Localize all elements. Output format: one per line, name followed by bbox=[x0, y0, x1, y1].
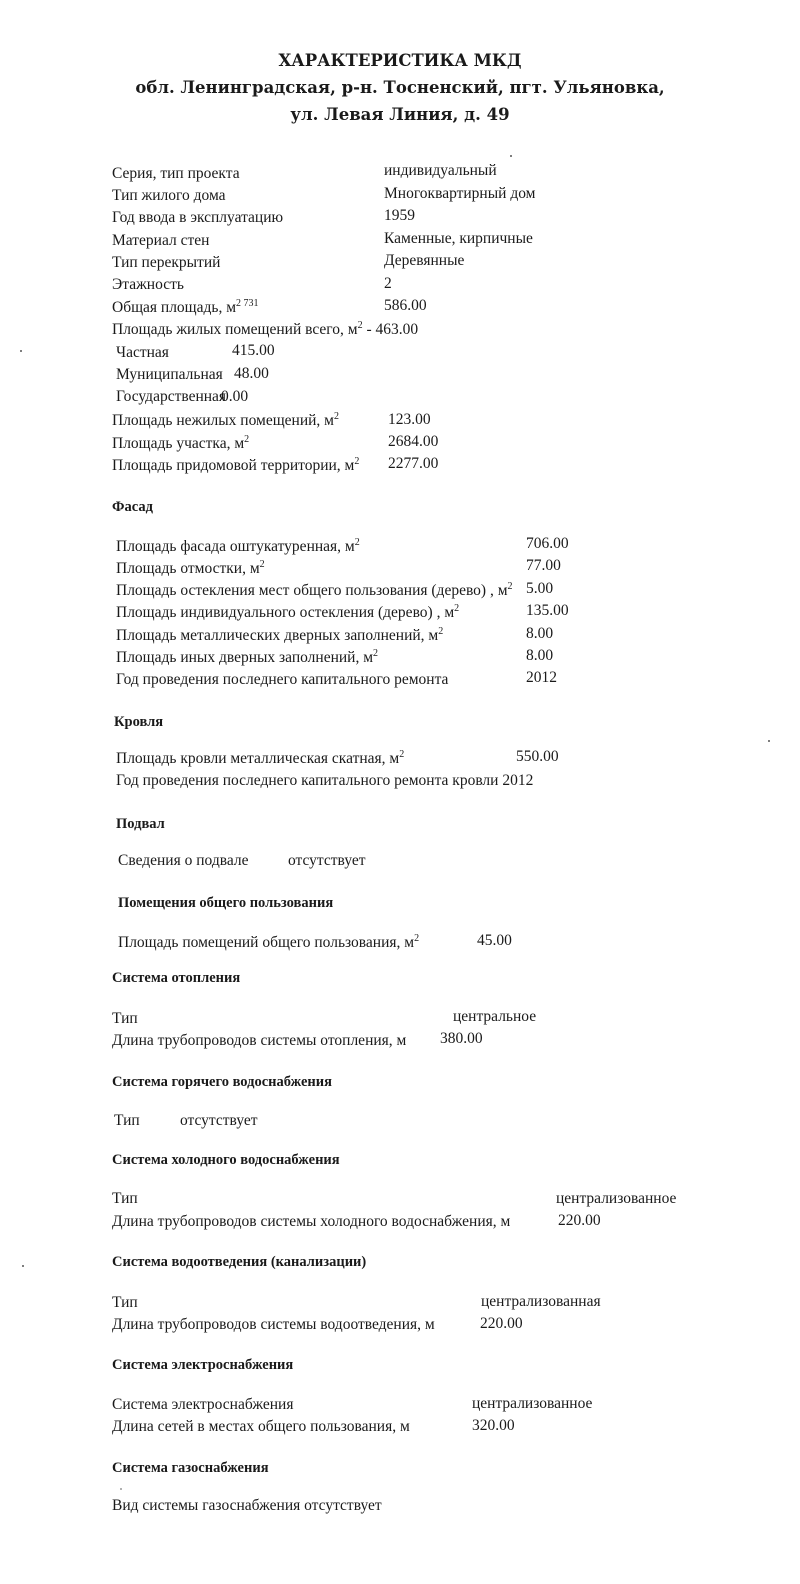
label-roof-area: Площадь кровли металлическая скатная, $м^2$ bbox=[116, 748, 405, 767]
label-municipal: Муниципальная bbox=[116, 366, 223, 383]
label-living-area: Площадь жилых помещений всего, м bbox=[112, 321, 358, 338]
label-hot-water-type: Тип bbox=[114, 1112, 140, 1129]
value-living-area: - 463.00 bbox=[362, 321, 419, 338]
heading-common-premises: Помещения общего пользования bbox=[118, 895, 334, 911]
scan-speck bbox=[768, 740, 770, 742]
value-roof-area: 550.00 bbox=[516, 748, 559, 765]
label-storeys: Этажность bbox=[112, 276, 184, 293]
label-common-premises-area: Площадь помещений общего пользования, $м^2$ bbox=[118, 932, 420, 951]
value-sewage-pipe-length: 220.00 bbox=[480, 1315, 523, 1332]
value-electric-network-length: 320.00 bbox=[472, 1417, 515, 1434]
value-nonresidential-area: 123.00 bbox=[388, 411, 431, 428]
label-individual-glazing: Площадь индивидуального остекления (дерево) , $м^2$ bbox=[116, 602, 460, 621]
value-wall-material: Каменные, кирпичные bbox=[384, 230, 533, 247]
heading-hot-water: Система горячего водоснабжения bbox=[112, 1074, 332, 1090]
heading-heating: Система отопления bbox=[112, 970, 241, 986]
label-plot-area: Площадь участка, $м^2$ bbox=[112, 433, 250, 452]
label-electric-network-length: Длина сетей в местах общего пользования, м bbox=[112, 1418, 410, 1435]
label-facade-plaster-area: Площадь фасада оштукатуренная, $м^2$ bbox=[116, 536, 360, 555]
label-house-type: Тип жилого дома bbox=[112, 187, 226, 204]
value-heating-pipe-length: 380.00 bbox=[440, 1030, 483, 1047]
value-blind-area: 77.00 bbox=[526, 557, 561, 574]
label-gas-system: Вид системы газоснабжения bbox=[112, 1497, 301, 1514]
value-common-glazing: 5.00 bbox=[526, 580, 554, 597]
address-line-2: ул. Левая Линия, д. 49 bbox=[290, 105, 510, 124]
value-gas-system: отсутствует bbox=[304, 1497, 382, 1514]
heading-electric: Система электроснабжения bbox=[112, 1357, 294, 1373]
label-blind-area: Площадь отмостки, $м^2$ bbox=[116, 558, 265, 577]
heading-roof: Кровля bbox=[114, 714, 164, 730]
label-private: Частная bbox=[116, 344, 169, 361]
value-basement-info: отсутствует bbox=[288, 852, 366, 869]
value-other-doors: 8.00 bbox=[526, 647, 554, 664]
value-house-type: Многоквартирный дом bbox=[384, 185, 536, 202]
label-sewage-pipe-length: Длина трубопроводов системы водоотведения, м bbox=[112, 1316, 435, 1333]
doc-title: ХАРАКТЕРИСТИКА МКД bbox=[278, 51, 522, 70]
value-project-series: индивидуальный bbox=[384, 162, 497, 179]
heading-basement: Подвал bbox=[116, 816, 165, 832]
scan-speck bbox=[510, 155, 512, 157]
label-common-glazing: Площадь остекления мест общего пользования (дерево) , $м^2$ bbox=[116, 580, 513, 599]
value-sewage-type: централизованная bbox=[481, 1293, 601, 1310]
label-heating-pipe-length: Длина трубопроводов системы отопления, м bbox=[112, 1032, 407, 1049]
value-private: 415.00 bbox=[232, 342, 275, 359]
label-other-doors: Площадь иных дверных заполнений, $м^2$ bbox=[116, 647, 379, 666]
value-individual-glazing: 135.00 bbox=[526, 602, 569, 619]
label-electric-system: Система электроснабжения bbox=[112, 1396, 294, 1413]
label-adjacent-area: Площадь придомовой территории, $м^2$ bbox=[112, 455, 360, 474]
value-electric-system: централизованное bbox=[472, 1395, 593, 1412]
scan-speck bbox=[120, 1488, 122, 1490]
scan-speck bbox=[20, 350, 22, 352]
value-metal-doors: 8.00 bbox=[526, 625, 554, 642]
heading-facade: Фасад bbox=[112, 499, 153, 515]
label-basement-info: Сведения о подвале bbox=[118, 852, 249, 869]
label-cold-water-type: Тип bbox=[112, 1190, 138, 1207]
label-facade-repair-year: Год проведения последнего капитального ремонта bbox=[116, 671, 449, 688]
heading-cold-water: Система холодного водоснабжения bbox=[112, 1152, 340, 1168]
address-line-1: обл. Ленинградская, р-н. Тосненский, пгт. Ульяновка, bbox=[135, 78, 665, 97]
label-year-built: Год ввода в эксплуатацию bbox=[112, 209, 284, 226]
value-common-premises-area: 45.00 bbox=[477, 932, 512, 949]
value-hot-water-type: отсутствует bbox=[180, 1112, 258, 1129]
label-floor-type: Тип перекрытий bbox=[112, 254, 221, 271]
value-cold-water-type: централизованное bbox=[556, 1190, 677, 1207]
value-municipal: 48.00 bbox=[234, 365, 269, 382]
label-wall-material: Материал стен bbox=[112, 232, 210, 249]
value-year-built: 1959 bbox=[384, 207, 415, 224]
value-facade-repair-year: 2012 bbox=[526, 669, 557, 686]
value-total-area: 586.00 bbox=[384, 297, 427, 314]
label-state: Государственная bbox=[116, 388, 227, 405]
heading-gas: Система газоснабжения bbox=[112, 1460, 269, 1476]
heading-sewage: Система водоотведения (канализации) bbox=[112, 1254, 367, 1270]
value-adjacent-area: 2277.00 bbox=[388, 455, 439, 472]
label-roof-repair-year: Год проведения последнего капитального ремонта кровли bbox=[116, 772, 499, 789]
label-heating-type: Тип bbox=[112, 1010, 138, 1027]
row-living-area: Площадь жилых помещений всего, $м^2 - 463.00$ bbox=[112, 319, 419, 338]
label-metal-doors: Площадь металлических дверных заполнений, $м^2$ bbox=[116, 625, 444, 644]
value-plot-area: 2684.00 bbox=[388, 433, 439, 450]
label-cold-water-pipe-length: Длина трубопроводов системы холодного водоснабжения, м bbox=[112, 1213, 511, 1230]
value-floor-type: Деревянные bbox=[384, 252, 465, 269]
value-cold-water-pipe-length: 220.00 bbox=[558, 1212, 601, 1229]
scan-speck bbox=[22, 1265, 24, 1267]
label-nonresidential-area: Площадь нежилых помещений, $м^2$ bbox=[112, 410, 339, 429]
value-storeys: 2 bbox=[384, 275, 392, 292]
label-project-series: Серия, тип проекта bbox=[112, 165, 240, 182]
row-gas-system bbox=[112, 1497, 382, 1515]
label-sewage-type: Тип bbox=[112, 1294, 138, 1311]
value-state: 0.00 bbox=[221, 388, 249, 405]
value-roof-repair-year: 2012 bbox=[502, 772, 534, 789]
label-total-area: Общая площадь, $м^{2 731}$ bbox=[112, 297, 259, 316]
value-facade-plaster-area: 706.00 bbox=[526, 535, 569, 552]
row-roof-repair-year bbox=[116, 772, 533, 790]
value-heating-type: центральное bbox=[453, 1008, 537, 1025]
